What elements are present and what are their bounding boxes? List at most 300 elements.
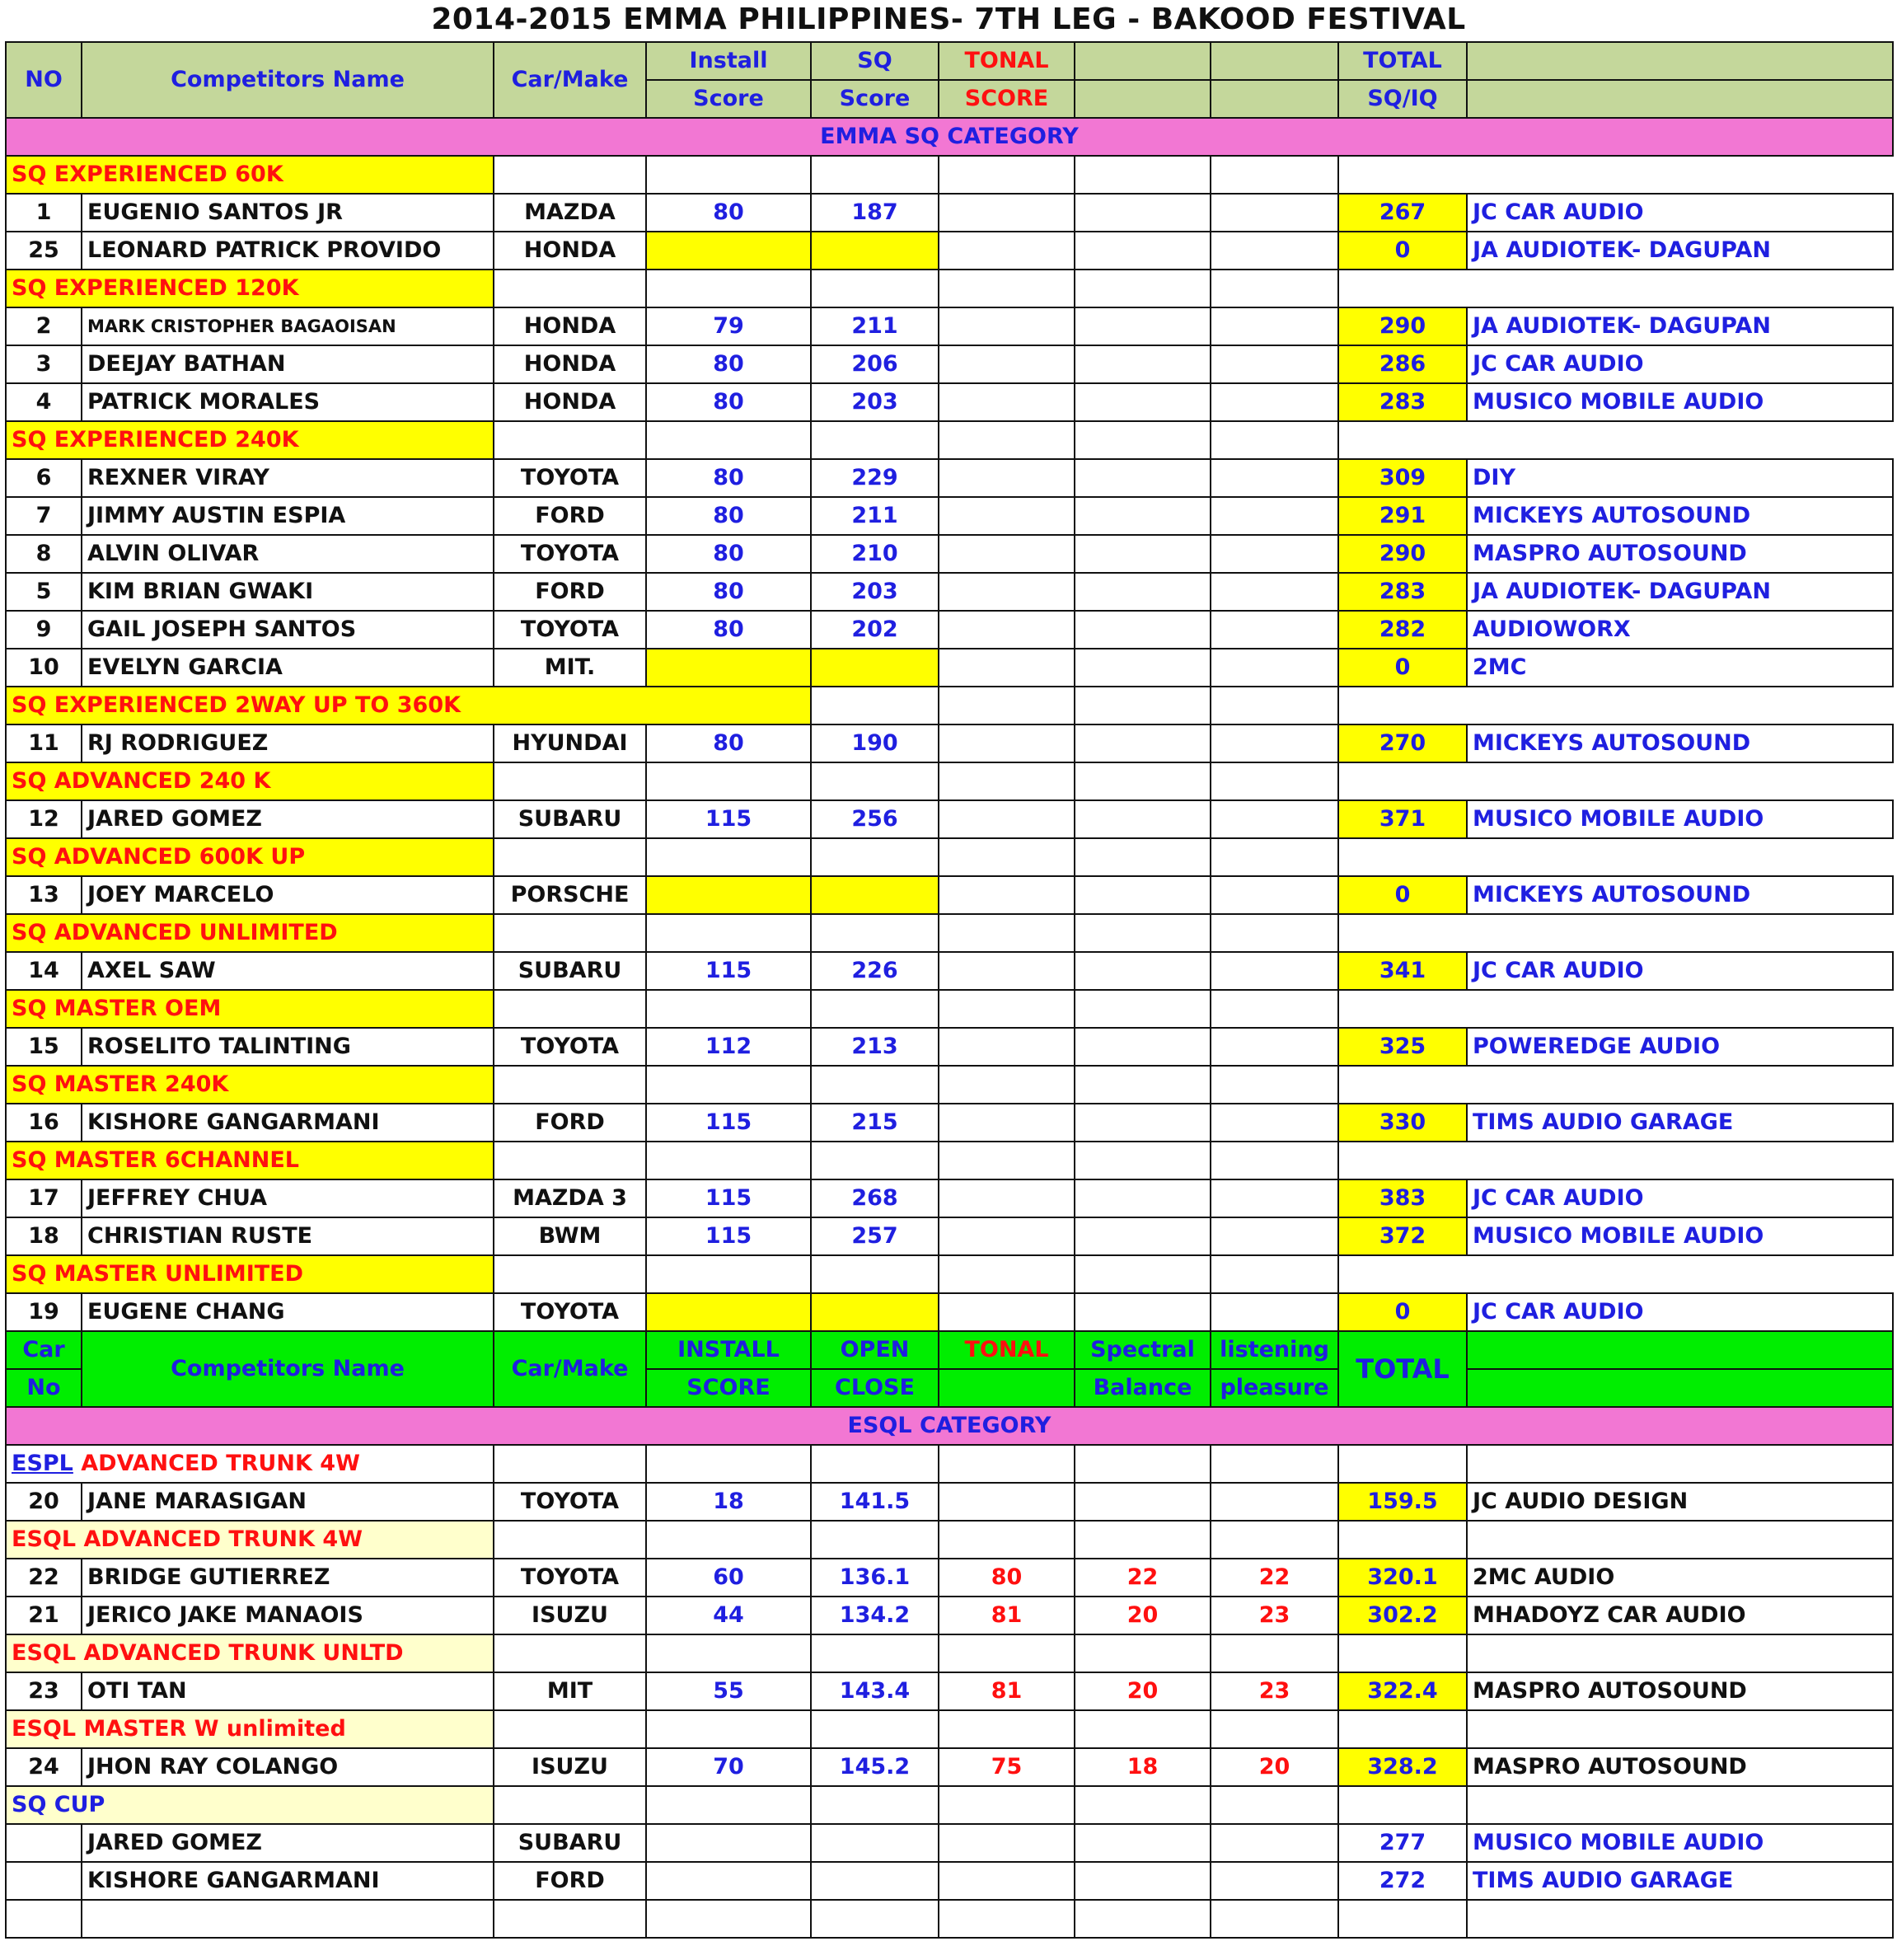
competitor-name: OTI TAN [82,1672,494,1710]
sq-score: 202 [811,611,939,649]
empty-cell [939,1369,1075,1407]
competitor-row [6,1748,1893,1786]
shop-name: MUSICO MOBILE AUDIO [1467,800,1893,838]
empty-cell [1075,1634,1211,1672]
shop-name: JA AUDIOTEK- DAGUPAN [1467,307,1893,345]
category-label: SQ MASTER UNLIMITED [6,1255,494,1293]
empty-cell [1211,762,1338,800]
empty-cell [494,421,646,459]
empty-cell [494,1142,646,1179]
empty-cell [6,1824,82,1862]
empty-cell [1075,535,1211,573]
empty-cell [1467,1710,1893,1748]
empty-cell [494,156,646,194]
competitor-name: MARK CRISTOPHER BAGAOISAN [82,307,494,345]
category-label: SQ EXPERIENCED 2WAY UP TO 360K [6,687,811,724]
header2-listening: listening [1211,1331,1338,1369]
header2-spectral: Spectral [1075,1331,1211,1369]
empty-cell [1075,497,1211,535]
install-score: 44 [646,1597,811,1634]
sq-cup-competitor-row [6,1824,1893,1862]
install-score [646,649,811,687]
competitor-no: 21 [6,1597,82,1634]
empty-cell [1075,1293,1211,1331]
category-label: SQ MASTER OEM [6,990,494,1028]
empty-cell [1467,1900,1893,1938]
empty-cell [1211,649,1338,687]
empty-cell [1211,1179,1338,1217]
competitor-no: 8 [6,535,82,573]
competitor-row [6,1028,1893,1066]
empty-cell [1338,1445,1467,1483]
sq-score: 211 [811,497,939,535]
competitor-name: JIMMY AUSTIN ESPIA [82,497,494,535]
install-score [646,232,811,270]
competitor-no: 11 [6,724,82,762]
shop-name: JC AUDIO DESIGN [1467,1483,1893,1521]
category-row [6,838,1893,876]
competitor-no: 5 [6,573,82,611]
empty-cell [1075,1028,1211,1066]
car-make: HYUNDAI [494,724,646,762]
car-make: MAZDA 3 [494,1179,646,1217]
header-row-top [6,42,1893,80]
empty-cell [1211,990,1338,1028]
competitor-no: 25 [6,232,82,270]
install-score: 112 [646,1028,811,1066]
empty-cell [1075,459,1211,497]
header2-install: INSTALL [646,1331,811,1369]
category-band [6,118,1893,156]
competitor-row [6,307,1893,345]
empty-cell [646,838,811,876]
car-make: ISUZU [494,1597,646,1634]
empty-cell [646,762,811,800]
spectral-balance: 22 [1075,1559,1211,1597]
total-score: 0 [1338,876,1467,914]
empty-cell [646,1710,811,1748]
shop-name: MASPRO AUTOSOUND [1467,535,1893,573]
tonal-score [939,1483,1075,1521]
competitor-row [6,232,1893,270]
competitor-no: 20 [6,1483,82,1521]
shop-name: TIMS AUDIO GARAGE [1467,1862,1893,1900]
shop-name: JC CAR AUDIO [1467,1179,1893,1217]
empty-cell [811,421,939,459]
tonal-score [939,497,1075,535]
competitor-no: 9 [6,611,82,649]
install-score: 70 [646,1748,811,1786]
empty-cell [1075,1142,1211,1179]
empty-cell [939,1634,1075,1672]
total-score: 277 [1338,1824,1467,1862]
install-score: 80 [646,573,811,611]
competitor-row [6,876,1893,914]
sq-category-title: EMMA SQ CATEGORY [6,118,1893,156]
competitor-no: 10 [6,649,82,687]
empty-cell [494,1710,646,1748]
competitor-no: 1 [6,194,82,232]
empty-cell [1075,1104,1211,1142]
install-score: 80 [646,724,811,762]
total-score: 290 [1338,307,1467,345]
category-label: ESQL MASTER W unlimited [6,1710,494,1748]
competitor-row [6,459,1893,497]
empty-cell [6,1900,82,1938]
competitor-name: DEEJAY BATHAN [82,345,494,383]
competitor-no: 12 [6,800,82,838]
category-label: SQ EXPERIENCED 60K [6,156,494,194]
empty-cell [811,990,939,1028]
competitor-no: 17 [6,1179,82,1217]
shop-name: MICKEYS AUTOSOUND [1467,876,1893,914]
competitor-row [6,1559,1893,1597]
espl-suffix: ADVANCED TRUNK 4W [73,1451,360,1476]
install-score: 115 [646,1217,811,1255]
car-make: PORSCHE [494,876,646,914]
empty-cell [646,421,811,459]
shop-name: MUSICO MOBILE AUDIO [1467,1217,1893,1255]
header-tonal-score: SCORE [939,80,1075,118]
car-make: SUBARU [494,800,646,838]
competitor-no: 24 [6,1748,82,1786]
open-close-score: 141.5 [811,1483,939,1521]
empty-cell [811,1824,939,1862]
competitor-row [6,611,1893,649]
empty-cell [811,1066,939,1104]
competitor-name: JERICO JAKE MANAOIS [82,1597,494,1634]
sq-score: 203 [811,383,939,421]
competitor-name: ROSELITO TALINTING [82,1028,494,1066]
car-make: FORD [494,497,646,535]
total-score: 291 [1338,497,1467,535]
install-score: 80 [646,383,811,421]
header-sq-score: Score [811,80,939,118]
competitor-name: CHRISTIAN RUSTE [82,1217,494,1255]
empty-cell [1075,649,1211,687]
empty-cell [1211,1824,1338,1862]
header2-install-score: SCORE [646,1369,811,1407]
competitor-row [6,383,1893,421]
empty-cell [939,990,1075,1028]
total-score: 283 [1338,573,1467,611]
category-row [6,1710,1893,1748]
install-score: 18 [646,1483,811,1521]
shop-name: MASPRO AUTOSOUND [1467,1672,1893,1710]
car-make: MIT [494,1672,646,1710]
empty-cell [646,1824,811,1862]
sq-cup-competitor-row [6,1862,1893,1900]
competitor-name: LEONARD PATRICK PROVIDO [82,232,494,270]
spectral-balance [1075,1483,1211,1521]
tonal-score [939,232,1075,270]
competitor-name: REXNER VIRAY [82,459,494,497]
car-make: HONDA [494,383,646,421]
sq-score [811,232,939,270]
shop-name: AUDIOWORX [1467,611,1893,649]
category-row [6,1066,1893,1104]
empty-cell [646,1634,811,1672]
empty-cell [1211,687,1338,724]
empty-cell [811,914,939,952]
empty-cell [811,1142,939,1179]
empty-cell [939,1710,1075,1748]
sq-cup-label: SQ CUP [6,1786,494,1824]
empty-cell [1075,345,1211,383]
install-score: 80 [646,497,811,535]
empty-cell [811,1862,939,1900]
empty-cell [939,270,1075,307]
empty-cell [1211,800,1338,838]
category-label: SQ MASTER 240K [6,1066,494,1104]
install-score: 115 [646,952,811,990]
category-label: SQ EXPERIENCED 120K [6,270,494,307]
empty-cell [1075,307,1211,345]
empty-cell [1211,1445,1338,1483]
total-score: 0 [1338,649,1467,687]
total-score: 322.4 [1338,1672,1467,1710]
competitor-row [6,1104,1893,1142]
shop-name: JA AUDIOTEK- DAGUPAN [1467,232,1893,270]
empty-cell [1467,1521,1893,1559]
empty-cell [1075,687,1211,724]
category-row [6,270,1893,307]
competitor-no: 19 [6,1293,82,1331]
empty-cell [1467,1369,1893,1407]
tonal-score [939,724,1075,762]
empty-cell [1075,914,1211,952]
empty-cell [1075,421,1211,459]
espl-prefix: ESPL [12,1451,73,1476]
shop-name: TIMS AUDIO GARAGE [1467,1104,1893,1142]
shop-name: MASPRO AUTOSOUND [1467,1748,1893,1786]
competitor-name: EUGENE CHANG [82,1293,494,1331]
competitor-name: JEFFREY CHUA [82,1179,494,1217]
total-score: 309 [1338,459,1467,497]
category-label: SQ ADVANCED UNLIMITED [6,914,494,952]
competitor-name: EUGENIO SANTOS JR [82,194,494,232]
competitor-no: 6 [6,459,82,497]
empty-cell [1211,838,1338,876]
category-row [6,1521,1893,1559]
competitor-row [6,573,1893,611]
empty-cell [939,1786,1075,1824]
listening-pleasure: 20 [1211,1748,1338,1786]
empty-cell [1211,1142,1338,1179]
car-make: HONDA [494,307,646,345]
install-score: 115 [646,1104,811,1142]
total-score: 320.1 [1338,1559,1467,1597]
category-label: ESQL ADVANCED TRUNK 4W [6,1521,494,1559]
total-score: 283 [1338,383,1467,421]
empty-cell [1211,876,1338,914]
empty-cell [1075,1217,1211,1255]
shop-name: JC CAR AUDIO [1467,1293,1893,1331]
install-score: 80 [646,194,811,232]
empty-cell [646,1521,811,1559]
header2-tonal: TONAL [939,1331,1075,1369]
sq-score: 187 [811,194,939,232]
tonal-score [939,459,1075,497]
competitor-no: 16 [6,1104,82,1142]
empty-cell [1211,1634,1338,1672]
empty-cell [1075,1521,1211,1559]
empty-cell [1211,345,1338,383]
empty-cell [1211,1521,1338,1559]
empty-cell [1075,1824,1211,1862]
category-label [6,1445,494,1483]
empty-cell [646,156,811,194]
empty-cell [1211,1862,1338,1900]
shop-name: MICKEYS AUTOSOUND [1467,497,1893,535]
competitor-row [6,952,1893,990]
tonal-score [939,535,1075,573]
category-row [6,762,1893,800]
empty-cell [939,1862,1075,1900]
competitor-name: ALVIN OLIVAR [82,535,494,573]
shop-name: POWEREDGE AUDIO [1467,1028,1893,1066]
empty-cell [811,838,939,876]
empty-cell [1211,611,1338,649]
listening-pleasure: 23 [1211,1597,1338,1634]
total-score: 0 [1338,232,1467,270]
sq-score [811,649,939,687]
car-make: ISUZU [494,1748,646,1786]
tonal-score [939,1104,1075,1142]
empty-cell [1211,1217,1338,1255]
sq-score: 229 [811,459,939,497]
category-row [6,914,1893,952]
empty-cell [1211,194,1338,232]
results-table [5,41,1894,1939]
listening-pleasure: 22 [1211,1559,1338,1597]
empty-cell [494,838,646,876]
car-make: TOYOTA [494,535,646,573]
empty-cell [1467,1331,1893,1369]
competitor-name: JARED GOMEZ [82,800,494,838]
empty-cell [1211,1066,1338,1104]
empty-cell [1075,1066,1211,1104]
tonal-score [939,876,1075,914]
total-score: 159.5 [1338,1483,1467,1521]
competitor-no: 23 [6,1672,82,1710]
competitor-name: RJ RODRIGUEZ [82,724,494,762]
competitor-row [6,1293,1893,1331]
sq-score: 203 [811,573,939,611]
empty-cell [1211,1028,1338,1066]
tonal-score [939,952,1075,990]
total-score: 383 [1338,1179,1467,1217]
empty-cell [811,1900,939,1938]
empty-cell [1211,421,1338,459]
empty-cell [494,1521,646,1559]
empty-cell [1211,1293,1338,1331]
sq-score: 210 [811,535,939,573]
category-row [6,1142,1893,1179]
total-score: 330 [1338,1104,1467,1142]
empty-cell [646,270,811,307]
total-score: 372 [1338,1217,1467,1255]
tonal-score [939,611,1075,649]
empty-cell [811,1521,939,1559]
category-label: SQ EXPERIENCED 240K [6,421,494,459]
empty-cell [939,1142,1075,1179]
sheet-title: 2014-2015 EMMA PHILIPPINES- 7TH LEG - BAKOOD FESTIVAL [431,2,1466,36]
install-score: 80 [646,459,811,497]
install-score [646,1293,811,1331]
blank-row [6,1900,1893,1938]
total-score: 272 [1338,1862,1467,1900]
empty-cell [811,1634,939,1672]
competitor-no: 18 [6,1217,82,1255]
header2-name: Competitors Name [82,1331,494,1407]
empty-cell [1075,1786,1211,1824]
empty-cell [939,156,1075,194]
header2-close: CLOSE [811,1369,939,1407]
car-make: TOYOTA [494,1293,646,1331]
empty-cell [939,838,1075,876]
tonal-score [939,800,1075,838]
open-close-score: 143.4 [811,1672,939,1710]
car-make: TOYOTA [494,459,646,497]
spectral-balance: 20 [1075,1597,1211,1634]
empty-cell [1211,1104,1338,1142]
empty-cell [1211,573,1338,611]
sq-score: 268 [811,1179,939,1217]
open-close-score: 145.2 [811,1748,939,1786]
tonal-score: 81 [939,1672,1075,1710]
total-score: 302.2 [1338,1597,1467,1634]
empty-cell [1211,497,1338,535]
tonal-score [939,1028,1075,1066]
install-score: 115 [646,800,811,838]
header-install-score: Score [646,80,811,118]
empty-cell [1467,1786,1893,1824]
empty-cell [939,1445,1075,1483]
car-make: SUBARU [494,952,646,990]
open-close-score: 134.2 [811,1597,939,1634]
competitor-row [6,345,1893,383]
empty-cell [494,1445,646,1483]
esql-category-band [6,1407,1893,1445]
header2-pleasure: pleasure [1211,1369,1338,1407]
tonal-score [939,1217,1075,1255]
empty-cell [6,1862,82,1900]
shop-name: JC CAR AUDIO [1467,952,1893,990]
total-score: 341 [1338,952,1467,990]
empty-cell [1338,1634,1467,1672]
total-score: 328.2 [1338,1748,1467,1786]
car-make: BWM [494,1217,646,1255]
competitor-no: 22 [6,1559,82,1597]
empty-cell [939,1521,1075,1559]
empty-cell [494,1634,646,1672]
category-row [6,1255,1893,1293]
header2-balance: Balance [1075,1369,1211,1407]
competitor-name: AXEL SAW [82,952,494,990]
empty-cell [939,421,1075,459]
listening-pleasure: 23 [1211,1672,1338,1710]
competitor-name: JOEY MARCELO [82,876,494,914]
empty-cell [1211,459,1338,497]
empty-cell [939,687,1075,724]
empty-cell [1075,876,1211,914]
empty-cell [1211,1255,1338,1293]
header-total-sqiq: SQ/IQ [1338,80,1467,118]
competitor-name: JARED GOMEZ [82,1824,494,1862]
car-make: HONDA [494,232,646,270]
shop-name: MHADOYZ CAR AUDIO [1467,1597,1893,1634]
